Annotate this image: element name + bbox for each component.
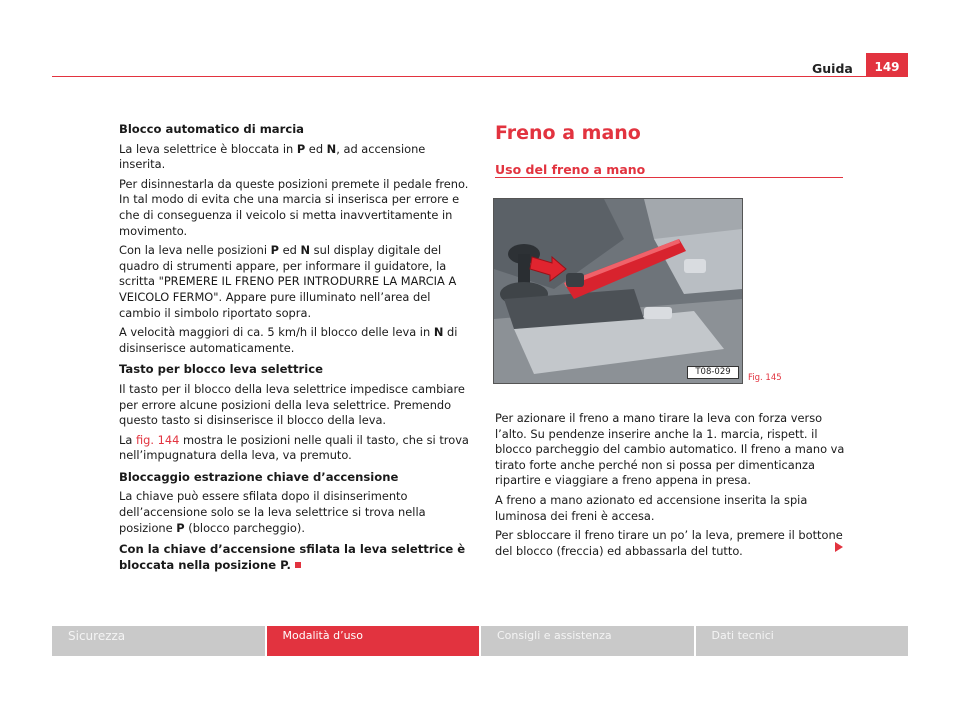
left-column [119,122,471,577]
heading-lock-button: Tasto per blocco leva selettrice [119,362,323,377]
paragraph: A freno a mano azionato ed accensione inserita la spia luminosa dei freni è accesa. [495,492,808,523]
paragraph: Il tasto per il blocco della leva selettrice impedisce cambiare per errore alcune posizioni della leva selettrice. Premendo questo tasto si disinserisce il blocco della leva. [119,381,465,428]
paragraph: Per sbloccare il freno tirare un po’ la leva, premere il bottone del blocco (freccia) ed abbassarla del tutto. [495,528,843,558]
tab-sicurezza[interactable]: Sicurezza [52,626,267,656]
handbrake-illustration [494,199,742,383]
heading-key-removed: Con la chiave d’accensione sfilata la leva selettrice è bloccata nella posizione P. [119,542,466,572]
handbrake-photo [493,198,743,384]
tab-dati-tecnici[interactable]: Dati tecnici [696,626,909,656]
section-name: Guida [812,61,853,76]
figure-caption: Fig. 145 [748,373,782,383]
paragraph: La leva selettrice è bloccata in P ed N, ad accensione inserita. [119,141,426,172]
page-title: Freno a mano [495,122,641,144]
heading-key-lock: Bloccaggio estrazione chiave d’accensione [119,469,399,484]
heading-auto-lock: Blocco automatico di marcia [119,122,305,136]
footer-nav [52,626,908,656]
end-of-section-icon [295,562,301,568]
paragraph: A velocità maggiori di ca. 5 km/h il blocco delle leva in N di disinserisce automaticamente. [119,325,458,355]
paragraph: La chiave può essere sfilata dopo il disinserimento dell’accensione solo se la leva selettrice si trova nella posizione P (blocco parcheggio). [119,489,426,535]
paragraph: Con la leva nelle posizioni P ed N sul display digitale del quadro di strumenti appare, per informare il guidatore, la scritta "PREMERE IL FRENO PER INTRODURRE LA MARCIA A VEICOLO FERMO". Appare pure illuminato nell’area del cambio il simbolo riportato sopra. [119,243,457,320]
page-number: 149 [866,53,908,77]
figure-reference-link[interactable]: fig. 144 [135,432,180,447]
paragraph: Per azionare il freno a mano tirare la leva con forza verso l’alto. Su pendenze inserire anche la 1. marcia, rispett. il blocco parcheggio del cambio automatico. Il freno a mano va tirato forte anche perché non si possa per dimenticanza ripartire e viaggiare a freno appena in presa. [495,411,845,488]
tab-modalita-duso[interactable]: Modalità d’uso [267,626,482,656]
right-column [495,411,845,563]
tab-consigli-assistenza[interactable]: Consigli e assistenza [481,626,696,656]
header-rule [52,76,908,77]
paragraph: Per disinnestarla da queste posizioni premete il pedale freno. In tal modo di evita che una marcia si inserisca per errore e che di conseguenza il veicolo si metta inavvertitamente in movimento. [119,176,469,238]
section-subtitle: Uso del freno a mano [495,162,646,177]
next-page-arrow-icon[interactable] [835,542,843,552]
figure-code-label: T08-029 [687,366,739,379]
subtitle-rule [495,177,843,178]
paragraph: La fig. 144 mostra le posizioni nelle quali il tasto, che si trova nell’impugnatura della leva, va premuto. [119,432,469,463]
